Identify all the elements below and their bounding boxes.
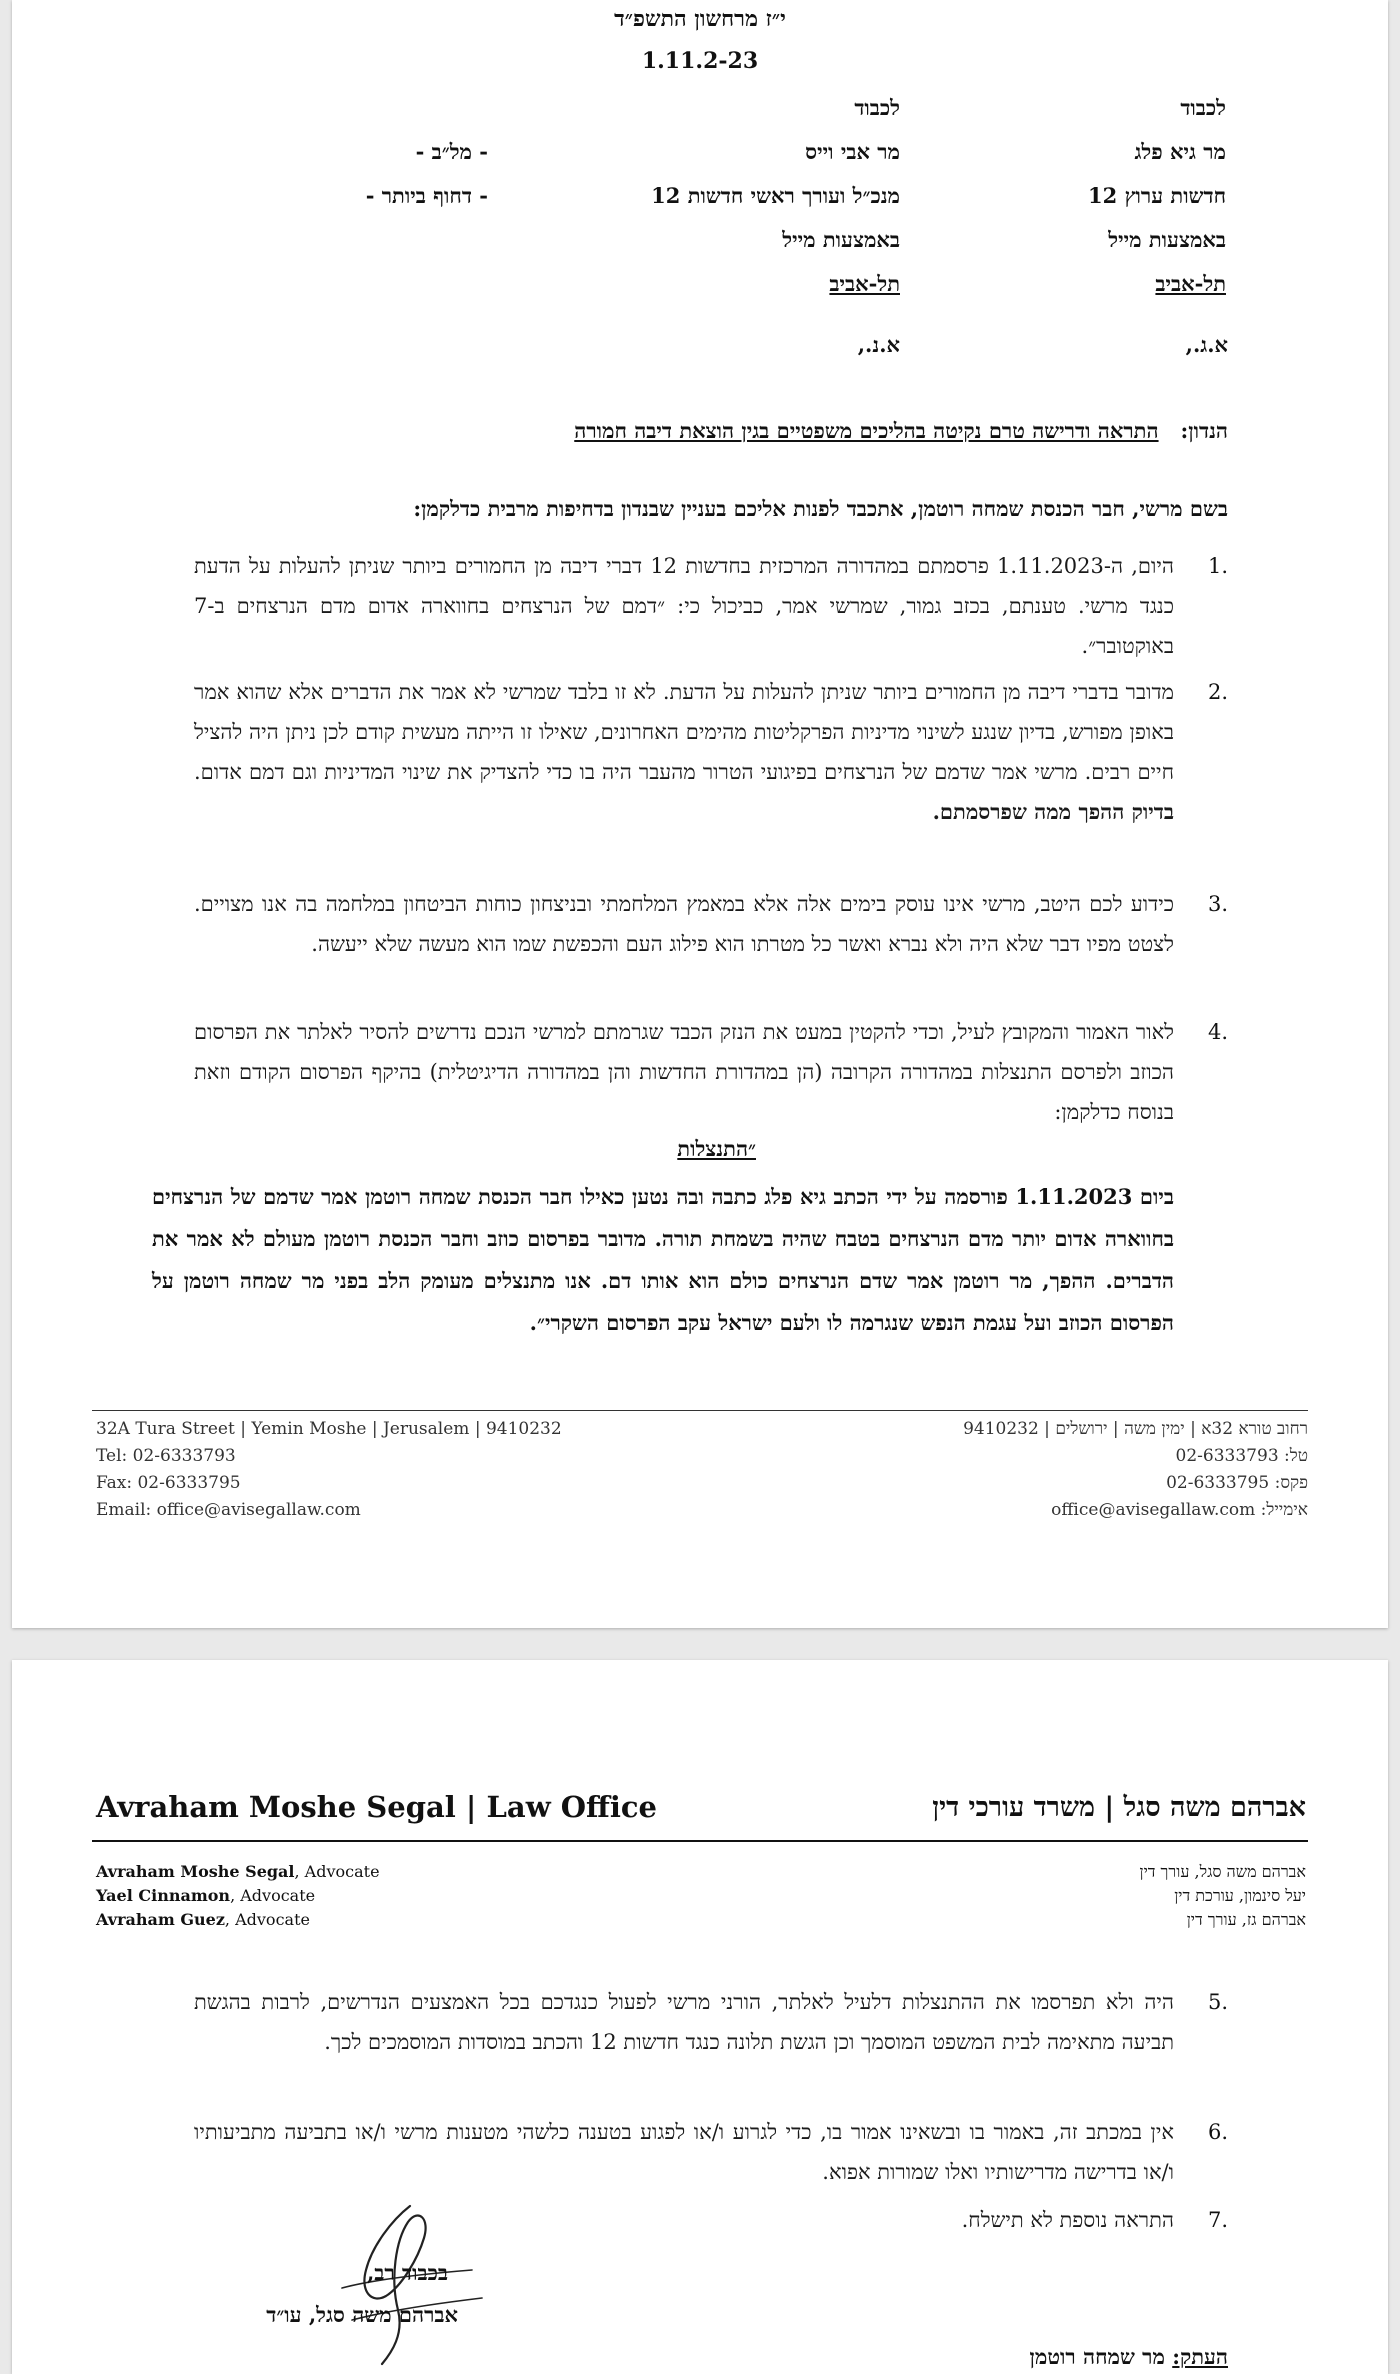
paragraph-6: אין במכתב זה, באמור בו ובשאינו אמור בו, כדי לגרוע ו/או לפגוע בטענה כלשהי מטענות מרשי ו/או בתביעה מתביעותיו ו/או בדרישה מדרישותיו ואלו שמורות אפוא. <box>194 2120 1174 2184</box>
urgency-note: - דחוף ביותר - <box>365 183 488 208</box>
recipient-right-to: לכבוד <box>1180 95 1226 120</box>
recipient-right-name: מר גיא פלג <box>1134 139 1226 164</box>
staff-list-english <box>96 1860 380 1932</box>
staff-en-2: Yael Cinnamon, Advocate <box>96 1886 316 1905</box>
cc-label: העתק: <box>1172 2344 1228 2369</box>
letterhead-english: Avraham Moshe Segal | Law Office <box>96 1790 657 1824</box>
intro-line: בשם מרשי, חבר הכנסת שמחה רוטמן, אתכבד לפנות אליכם בעניין שבנדון בדחיפות מרבית כדלקמן: <box>413 496 1228 521</box>
footer-address-en: 32A Tura Street | Yemin Moshe | Jerusalem | 9410232 <box>96 1419 562 1439</box>
subject-line <box>574 418 1228 444</box>
paragraph-4: לאור האמור והמקובץ לעיל, וכדי להקטין במעט את הנזק הכבד שגרמתם למרשי הנכם נדרשים להסיר לאלתר את הפרסום הכוזב ולפרסם התנצלות במהדורה הקרובה (הן במהדורת החדשות והן במהדורה הדיגיטלית) בהיקף הפרסום הקודם וזאת בנוסח כדלקמן: <box>194 1020 1174 1124</box>
footer-tel-he: טל: 02-6333793 <box>1175 1446 1308 1466</box>
subject-label: הנדון: <box>1180 418 1228 443</box>
subject-text: התראה ודרישה טרם נקיטה בהליכים משפטיים בגין הוצאת דיבה חמורה <box>574 418 1159 443</box>
closing-salutation: בכבוד רב, <box>366 2260 448 2285</box>
recipient-middle-city: תל-אביב <box>829 271 900 296</box>
paragraph-number: .7 <box>1207 2208 1228 2232</box>
recipient-right-via: באמצעות מייל <box>1108 227 1226 252</box>
footer-email-he: אימייל: office@avisegallaw.com <box>1051 1500 1308 1520</box>
paragraph-2-text: מדובר בדברי דיבה מן החמורים ביותר שניתן להעלות על הדעת. לא זו בלבד שמרשי לא אמר את הדברים אלא שהוא אמר באופן מפורש, בדיון שנגע לשינוי מדיניות הפרקליטות מהימים האחרונים, שאילו זו הייתה מעשית קודם לכן ניתן היה להציל חיים רבים. מרשי אמר שדמם של הנרצחים בפיגועי הטרור מהעבר היה בו כדי להצדיק את שינוי המדיניות וגם דמם אדום. <box>194 680 1174 784</box>
paragraph-2 <box>194 672 1174 832</box>
greeting-right: א.ג., <box>1185 332 1228 357</box>
greeting-middle: א.נ., <box>857 332 900 357</box>
paragraph-number: .2 <box>1207 680 1228 704</box>
staff-he-3: אברהם גז, עורך דין <box>1186 1910 1306 1929</box>
footer-hebrew <box>963 1416 1308 1524</box>
recipient-middle-via: באמצעות מייל <box>782 227 900 252</box>
apology-title: ״התנצלות <box>677 1136 756 1161</box>
staff-he-1: אברהם משה סגל, עורך דין <box>1139 1862 1306 1881</box>
footer-email-en: Email: office@avisegallaw.com <box>96 1500 361 1520</box>
paragraph-2-bold-tail: בדיוק ההפך ממה שפרסמתם. <box>932 799 1174 824</box>
paragraph-number: .4 <box>1207 1020 1228 1044</box>
recipient-middle-title: מנכ״ל ועורך ראשי חדשות 12 <box>651 183 900 208</box>
paragraph-3: כידוע לכם היטב, מרשי אינו עוסק בימים אלה אלא במאמץ המלחמתי ובניצחון כוחות הביטחון במלחמה בה אנו מצויים. לצטט מפיו דבר שלא היה ולא נברא ואשר כל מטרתו הוא פילוג העם והכפשת שמו הוא מעשה שלא ייעשה. <box>194 892 1174 956</box>
signer-name: אברהם משה סגל, עו״ד <box>266 2302 458 2327</box>
staff-list-hebrew <box>1139 1860 1306 1932</box>
paragraph-number: .5 <box>1207 1990 1228 2014</box>
letterhead-hebrew: אברהם משה סגל | משרד עורכי דין <box>932 1792 1306 1823</box>
recipient-middle-block <box>651 86 900 306</box>
footer-fax-he: פקס: 02-6333795 <box>1166 1473 1308 1493</box>
recipient-right-city: תל-אביב <box>1155 271 1226 296</box>
footer-divider <box>92 1410 1308 1411</box>
gregorian-date: 1.11.2-23 <box>641 48 759 74</box>
recipient-right-outlet: חדשות ערוץ 12 <box>1088 183 1226 208</box>
recipient-middle-to: לכבוד <box>854 95 900 120</box>
footer-tel-en: Tel: 02-6333793 <box>96 1446 236 1466</box>
paragraph-5: היה ולא תפרסמו את ההתנצלות דלעיל לאלתר, הורני מרשי לפעול כנגדכם בכל האמצעים הנדרשים, לרבות בהגשת תביעה מתאימה לבית המשפט המוסמך וכן הגשת תלונה כנגד חדשות 12 והכתב במוסדות המוסמכים לכך. <box>194 1990 1174 2054</box>
recipient-middle-name: מר אבי וייס <box>805 139 900 164</box>
paragraph-7: התראה נוספת לא תישלח. <box>961 2208 1174 2232</box>
paragraph-number: .3 <box>1207 892 1228 916</box>
staff-en-1: Avraham Moshe Segal, Advocate <box>96 1862 380 1881</box>
footer-fax-en: Fax: 02-6333795 <box>96 1473 241 1493</box>
apology-text: ביום 1.11.2023 פורסמה על ידי הכתב גיא פלג כתבה ובה נטען כאילו חבר הכנסת שמחה רוטמן אמר שדמם של הנרצחים בחווארה אדום יותר מדם הנרצחים בטבח שהיה בשמחת תורה. מדובר בפרסום כוזב וחבר הכנסת רוטמן מעולם לא אמר את הדברים. ההפך, מר רוטמן אמר שדם הנרצחים כולם הוא אותו דם. אנו מתנצלים מעומק הלב בפני מר שמחה רוטמן על הפרסום הכוזב ועל עגמת הנפש שנגרמה לו ולעם ישראל עקב הפרסום השקרי״. <box>152 1184 1174 1335</box>
recipient-right-block <box>1088 86 1226 306</box>
paragraph-number: .1 <box>1207 554 1228 578</box>
letter-page-2 <box>12 1660 1388 2374</box>
staff-he-2: יעל סינמון, עורכת דין <box>1174 1886 1306 1905</box>
paragraph-1: היום, ה-1.11.2023 פרסמתם במהדורה המרכזית בחדשות 12 דברי דיבה מן החמורים ביותר שניתן להעלות על הדעת כנגד מרשי. טענתם, בכזב גמור, שמרשי אמר, כביכול כי: ״דמם של הנרצחים בחווארה אדום מדם הנרצחים ב-7 באוקטובר״. <box>194 554 1174 658</box>
hebrew-date: י״ז מרחשון התשפ״ד <box>614 6 786 32</box>
cc-line <box>1030 2344 1228 2370</box>
letter-page-1 <box>12 0 1388 1628</box>
letterhead-divider <box>92 1840 1308 1842</box>
side-notes <box>366 130 488 218</box>
footer-english <box>96 1416 562 1524</box>
paragraph-number: .6 <box>1207 2120 1228 2144</box>
footer-address-he: רחוב טורא 32א | ימין משה | ירושלים | 9410232 <box>963 1419 1308 1439</box>
staff-en-3: Avraham Guez, Advocate <box>96 1910 310 1929</box>
mail-note: - מל״ב - <box>415 139 488 164</box>
cc-name: מר שמחה רוטמן <box>1029 2344 1165 2369</box>
